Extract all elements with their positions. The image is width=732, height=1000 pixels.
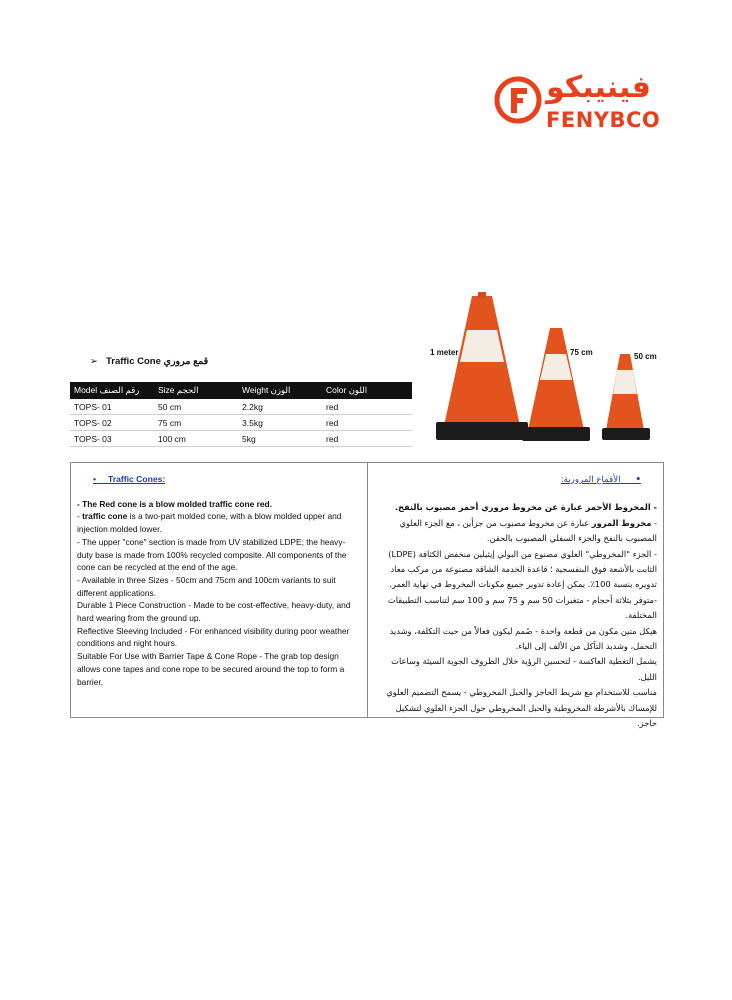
english-paragraph: Suitable For Use with Barrier Tape & Cone Rope - The grab top design allows cone tapes and cone rope to be secured around the top to form a barrier. [77,651,345,687]
arabic-p1-bold: مخروط المرور [591,517,652,528]
arabic-description [373,473,657,732]
cell-weight: 3.5kg [238,415,322,431]
english-paragraph: - The upper "cone" section is made from UV stabilized LDPE; the heavy-duty base is made from 100% recycled composite. All components of the cone can be recycled at the end of the age. [77,536,347,573]
cell-size: 75 cm [154,415,238,431]
label-50-cm: 50 cm [634,352,657,361]
arabic-p1-prefix: - [651,517,657,528]
cell-model: TOPS- 03 [70,431,154,447]
cell-size: 50 cm [154,399,238,415]
table-row [70,431,412,447]
cell-size: 100 cm [154,431,238,447]
header-model: Model رقم الصنف [70,382,154,399]
english-p1-rest: is a two-part molded cone, with a blow molded upper and injection molded lower. [77,511,342,535]
header-color: Color اللون [322,382,412,399]
table-header-row [70,382,412,399]
english-title [77,473,361,486]
brand-name-english: FENYBCO [546,108,661,132]
cell-color: red [322,431,412,447]
logo-mark-icon [494,76,542,124]
arabic-paragraph [373,516,657,547]
arabic-paragraph: -متوفر بثلاثة أحجام - متغيرات 50 سم و 75 سم و 100 سم لتناسب التطبيقات المختلفة. [387,594,657,621]
label-1-meter: 1 meter [430,348,459,357]
company-logo [494,70,664,136]
english-description [77,473,361,688]
cell-model: TOPS- 02 [70,415,154,431]
traffic-cones-image [424,290,664,450]
arabic-title-text: الأقماع المرورية: [560,475,621,485]
cone-small [602,354,650,440]
english-paragraph [77,510,361,535]
cell-color: red [322,415,412,431]
table-row [70,399,412,415]
cones-illustration [424,290,664,450]
english-paragraph: Reflective Sleeving Included - For enhanced visibility during poor weather conditions and night hours. [77,625,350,649]
description-box [70,462,664,729]
english-title-text: Traffic Cones: [107,474,166,484]
bullet-dot-icon: • [93,474,108,484]
header-size: Size الحجم [154,382,238,399]
brand-name-arabic: فينيبكو [546,70,651,105]
arabic-lead: - المخروط الأحمر عبارة عن مخروط مروري أحمر مصبوب بالنفخ. [394,502,657,513]
cell-color: red [322,399,412,415]
product-heading [90,356,208,367]
cell-weight: 2.2kg [238,399,322,415]
arrow-bullet-icon: ➢ [90,356,98,367]
column-divider [367,463,368,717]
arabic-paragraph: - الجزء "المخروطي" العلوي مصنوع من البولي إيثيلين منخفض الكثافة (LDPE) الثابت بالأشعة فوق البنفسجية ؛ قاعدة الخدمة الشاقة مصنوعة من مركب معاد تدويره بنسبة 100٪. يمكن إعادة تدوير جميع مكونات المخروط في نهاية العمر. [388,548,657,590]
english-paragraph: - Available in three Sizes - 50cm and 75cm and 100cm variants to suit different applications. [77,574,336,598]
cone-large [436,292,528,440]
table-row [70,415,412,431]
english-paragraph: Durable 1 Piece Construction - Made to be cost-effective, heavy-duty, and hard wearing from the ground up. [77,600,351,624]
english-p1-bold: traffic cone [82,511,128,522]
english-lead: - The Red cone is a blow molded traffic cone red. [77,498,272,509]
cell-weight: 5kg [238,431,322,447]
arabic-paragraph: هيكل متين مكون من قطعة واحدة - صُمم ليكون فعالاً من حيث التكلفة، وشديد التحمل، وشديد التآكل من الألف إلى الياء. [389,625,657,652]
cone-medium [522,328,590,441]
arabic-paragraph: مناسب للاستخدام مع شريط الحاجز والحبل المخروطي - يسمح التصميم العلوي للإمساك بالأشرطة المخروطية والحبل المخروطي حول الجزء العلوي لتشكيل حاجز. [386,687,657,729]
spec-table [70,382,412,447]
arabic-p1-rest: عبارة عن مخروط مصبوب من جزأين ، مع الجزء العلوي المصبوب بالنفخ والجزء السفلي المصبوب بالحقن. [399,517,657,544]
english-p1-prefix: - [77,511,83,522]
arabic-title [373,473,657,488]
arabic-paragraph: يشمل التغطية العاكسة - لتحسين الرؤية خلال الظروف الجوية السيئة وساعات الليل. [391,656,657,682]
label-75-cm: 75 cm [570,348,593,357]
header-weight: Weight الوزن [238,382,322,399]
product-heading-text: Traffic Cone قمع مروري [105,356,209,367]
bullet-dot-icon: • [620,475,641,485]
cell-model: TOPS- 01 [70,399,154,415]
